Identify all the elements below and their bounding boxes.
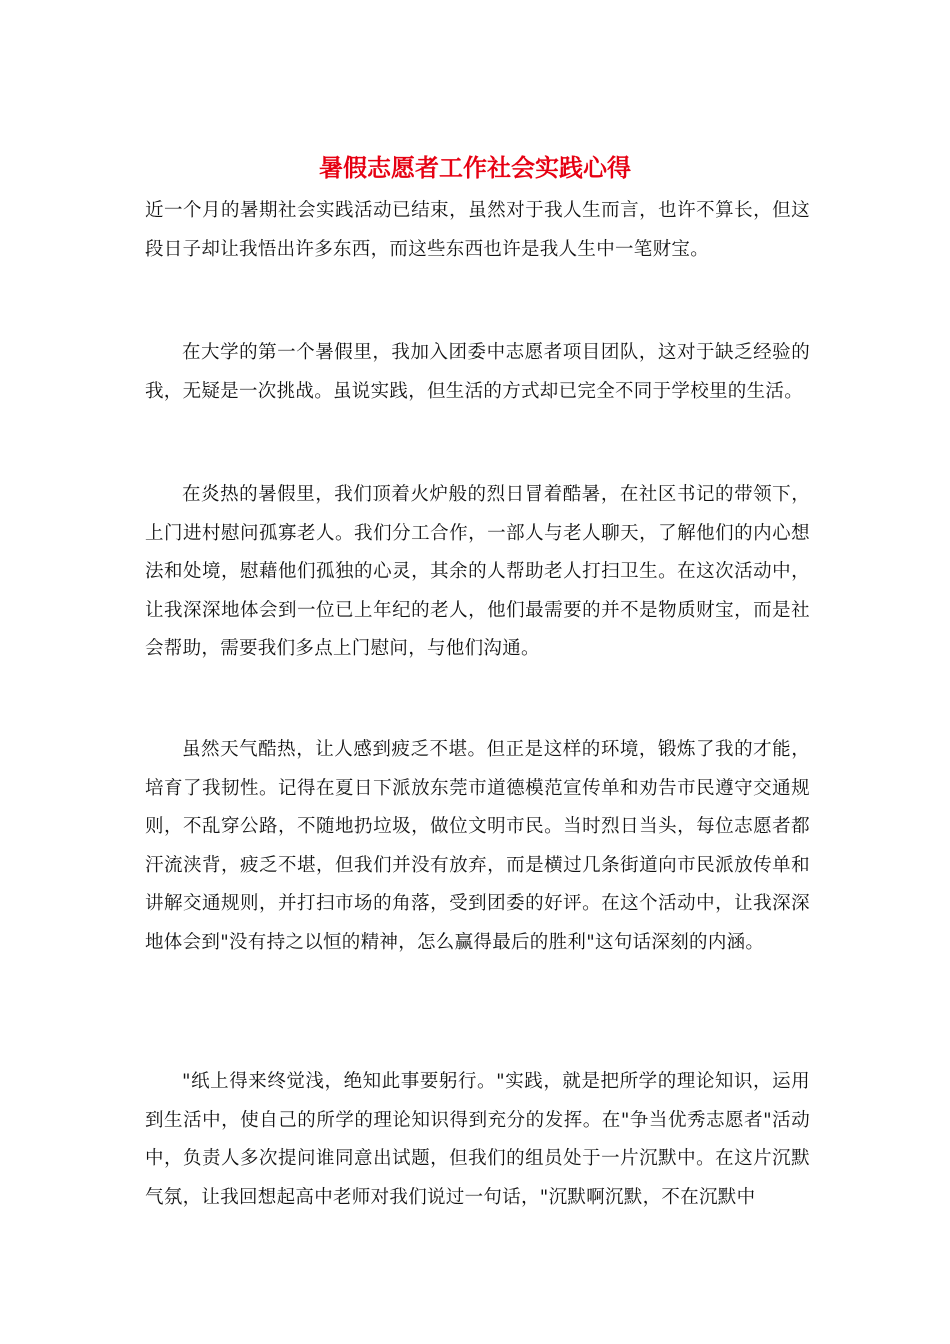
paragraph-5: "纸上得来终觉浅，绝知此事要躬行。"实践，就是把所学的理论知识，运用到生活中，使自己的所学的理论知识得到充分的发挥。在"争当优秀志愿者"活动中，负责人多次提问谁同意出试题，但我们的组员处于一片沉默中。在这片沉默气氛，让我回想起高中老师对我们说过一句话，"沉默啊沉默，不在沉默中 (145, 1071, 810, 1208)
document-title: 暑假志愿者工作社会实践心得 (319, 153, 631, 182)
paragraph-4: 虽然天气酷热，让人感到疲乏不堪。但正是这样的环境，锻炼了我的才能，培育了我韧性。记得在夏日下派放东莞市道德模范宣传单和劝告市民遵守交通规则，不乱穿公路，不随地扔垃圾，做位文明市民。当时烈日当头，每位志愿者都汗流浃背，疲乏不堪，但我们并没有放弃，而是横过几条街道向市民派放传单和讲解交通规则，并打扫市场的角落，受到团委的好评。在这个活动中，让我深深地体会到"没有持之以恒的精神，怎么赢得最后的胜利"这句话深刻的内涵。 (145, 739, 810, 953)
paragraph-1: 近一个月的暑期社会实践活动已结束，虽然对于我人生而言，也许不算长，但这段日子却让我悟出许多东西，而这些东西也许是我人生中一笔财宝。 (145, 200, 810, 260)
paragraph-2: 在大学的第一个暑假里，我加入团委中志愿者项目团队，这对于缺乏经验的我，无疑是一次挑战。虽说实践，但生活的方式却已完全不同于学校里的生活。 (145, 342, 810, 402)
paragraph-3: 在炎热的暑假里，我们顶着火炉般的烈日冒着酷暑，在社区书记的带领下，上门进村慰问孤寡老人。我们分工合作，一部人与老人聊天，了解他们的内心想法和处境，慰藉他们孤独的心灵，其余的人帮助老人打扫卫生。在这次活动中，让我深深地体会到一位已上年纪的老人，他们最需要的并不是物质财宝，而是社会帮助，需要我们多点上门慰问，与他们沟通。 (145, 484, 810, 659)
